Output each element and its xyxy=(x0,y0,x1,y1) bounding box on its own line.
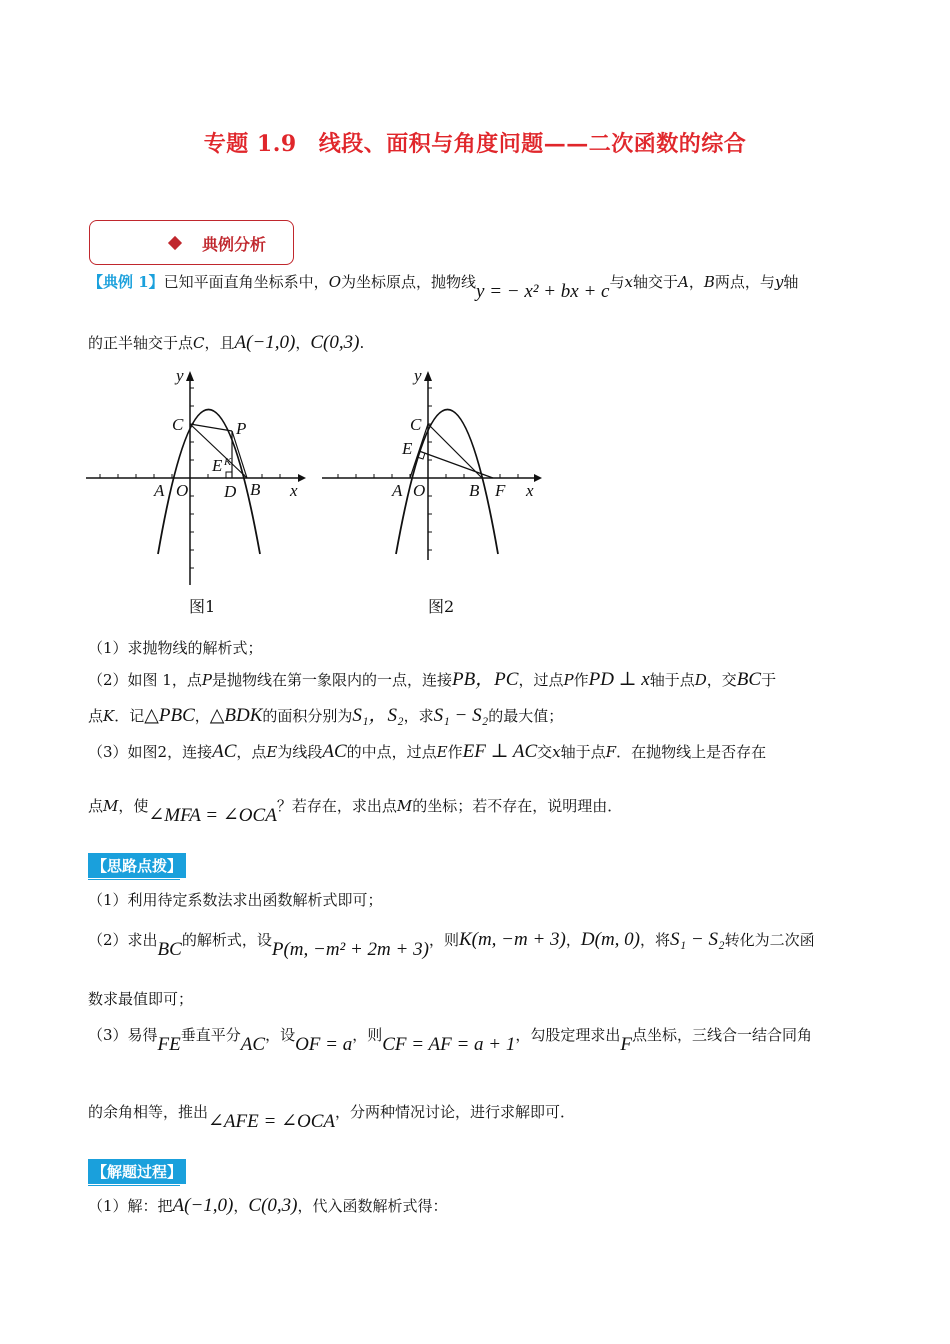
var-D: D xyxy=(694,671,707,689)
text: 点 xyxy=(88,797,104,815)
text: . xyxy=(359,334,365,352)
diamond-icon xyxy=(168,236,182,250)
var-x: x xyxy=(552,743,561,761)
math-F: F xyxy=(620,1034,632,1055)
var-E: E xyxy=(436,743,448,761)
label-B: B xyxy=(469,481,480,500)
math-angle-AFE-OCA: ∠AFE = ∠OCA xyxy=(208,1111,335,1132)
text: ．记 xyxy=(114,707,145,725)
math-AC: AC xyxy=(322,741,347,762)
text: ， xyxy=(565,931,581,949)
math-PD-perp: PD ⊥ x xyxy=(588,669,650,690)
text: （3）如图2，连接 xyxy=(88,743,213,761)
solution-line-1 xyxy=(88,1196,448,1216)
label-A: A xyxy=(154,481,165,500)
hint-line-1: （1）利用待定系数法求出函数解析式即可； xyxy=(88,891,383,909)
problem-line-2 xyxy=(88,333,364,353)
label-C: C xyxy=(410,415,422,434)
label-x: x xyxy=(526,481,534,500)
text: ， xyxy=(295,334,311,352)
text: ，过点 xyxy=(518,671,564,689)
text: 作 xyxy=(573,671,589,689)
x-axis-arrow xyxy=(534,474,542,482)
text: （2）求出 xyxy=(88,931,158,949)
var-A: A xyxy=(677,273,689,291)
hint-line-3b xyxy=(88,1102,576,1132)
point-A: A(−1,0) xyxy=(234,332,296,353)
section-box xyxy=(89,220,294,265)
question-3-line-2 xyxy=(88,796,623,826)
var-F: F xyxy=(605,743,617,761)
figure-2 xyxy=(322,365,547,565)
math-PB-PC: PB，PC xyxy=(451,669,519,690)
math-triangle-BDK: △BDK xyxy=(209,705,263,726)
right-angle-mark xyxy=(226,472,232,478)
text: ，代入函数解析式得： xyxy=(297,1197,448,1215)
text: ， xyxy=(233,1197,249,1215)
var-M: M xyxy=(396,797,413,815)
math-AC: AC xyxy=(240,1034,266,1055)
text: ，设 xyxy=(265,1026,296,1044)
math-point-K: K(m, −m + 3) xyxy=(458,929,566,950)
segment-EF xyxy=(419,451,493,478)
hint-tag: 【思路点拨】 xyxy=(88,853,186,878)
text: 垂直平分 xyxy=(180,1026,241,1044)
question-2-line-1 xyxy=(88,670,776,690)
text: ，勾股定理求出 xyxy=(515,1026,621,1044)
y-axis-arrow xyxy=(186,371,194,381)
text: 转化为二次函 xyxy=(724,931,815,949)
math-point-P: P(m, −m² + 2m + 3) xyxy=(271,939,429,960)
problem-line-1 xyxy=(88,272,799,302)
text: ，则 xyxy=(352,1026,383,1044)
math-point-C: C(0,3) xyxy=(248,1195,298,1216)
solution-tag-underline xyxy=(88,1185,180,1186)
math-BC: BC xyxy=(736,669,762,690)
text: 的坐标；若不存在，说明理由． xyxy=(412,797,623,815)
text: ？若存在，求出点 xyxy=(276,797,397,815)
text: 两点，与 xyxy=(714,273,775,291)
text: 与 xyxy=(609,273,625,291)
text: ，交 xyxy=(706,671,737,689)
var-B: B xyxy=(703,273,715,291)
var-M: M xyxy=(103,797,119,815)
text: ，求 xyxy=(403,707,434,725)
math-BC: BC xyxy=(157,939,182,960)
text: ， xyxy=(194,707,210,725)
hint-line-2 xyxy=(88,929,815,960)
text: （2）如图 1，点 xyxy=(88,671,202,689)
text: 点 xyxy=(88,707,104,725)
var-O: O xyxy=(328,273,341,291)
section-label: 典例分析 xyxy=(202,235,267,254)
var-K: K xyxy=(103,707,115,725)
math-angle-MFA-OCA: ∠MFA = ∠OCA xyxy=(148,805,277,826)
text: 的余角相等，推出 xyxy=(88,1103,209,1121)
title-text: 线段、面积与角度问题——二次函数的综合 xyxy=(318,131,747,157)
label-y: y xyxy=(414,366,422,385)
title-number: 专题 1.9 xyxy=(203,131,297,157)
text: ，使 xyxy=(118,797,149,815)
text: 为坐标原点，抛物线 xyxy=(341,273,477,291)
text: 的面积分别为 xyxy=(262,707,353,725)
math-FE: FE xyxy=(157,1034,181,1055)
x-axis-arrow xyxy=(298,474,306,482)
math-S1-minus-S2: S₁ − S₂ xyxy=(433,705,489,726)
math-OF-a: OF = a xyxy=(295,1034,353,1055)
solution-tag: 【解题过程】 xyxy=(88,1159,186,1184)
var-P: P xyxy=(563,671,574,689)
label-E: E xyxy=(212,456,223,475)
question-3-line-1 xyxy=(88,742,766,762)
text: 轴于点 xyxy=(560,743,606,761)
question-2-line-2 xyxy=(88,706,563,726)
math-AC: AC xyxy=(212,741,237,762)
var-E: E xyxy=(266,743,278,761)
text: 的解析式，设 xyxy=(181,931,272,949)
point-C: C(0,3) xyxy=(310,332,360,353)
text: 为线段 xyxy=(277,743,323,761)
label-y: y xyxy=(176,366,184,385)
hint-tag-underline xyxy=(88,879,180,880)
text: ，且 xyxy=(204,334,235,352)
text: 轴 xyxy=(783,273,799,291)
label-x: x xyxy=(290,481,298,500)
parabola-equation: y = − x² + bx + c xyxy=(476,281,610,302)
math-CF-AF: CF = AF = a + 1 xyxy=(382,1034,516,1055)
figure-2-caption: 图2 xyxy=(428,597,455,616)
page-title xyxy=(0,127,950,158)
label-E: E xyxy=(402,439,413,458)
math-S1-minus-S2: S₁ − S₂ xyxy=(670,929,725,950)
text: 已知平面直角坐标系中， xyxy=(163,273,329,291)
y-axis-arrow xyxy=(424,371,432,381)
text: 是抛物线在第一象限内的一点，连接 xyxy=(211,671,452,689)
var-C: C xyxy=(193,334,205,352)
math-triangle-PBC: △PBC xyxy=(144,705,195,726)
text: 点坐标，三线合一结合同角 xyxy=(632,1026,813,1044)
example-tag: 【典例 1】 xyxy=(88,273,164,291)
label-A: A xyxy=(392,481,403,500)
text: 的中点，过点 xyxy=(346,743,437,761)
text: ，则 xyxy=(428,931,459,949)
var-y: y xyxy=(774,273,784,291)
text: 轴交于 xyxy=(632,273,678,291)
hint-line-3 xyxy=(88,1025,813,1055)
question-1: （1）求抛物线的解析式； xyxy=(88,639,263,657)
label-O: O xyxy=(176,481,189,500)
text: 的正半轴交于点 xyxy=(88,334,194,352)
text: 的最大值； xyxy=(488,707,564,725)
text: （3）易得 xyxy=(88,1026,158,1044)
math-point-A: A(−1,0) xyxy=(172,1195,234,1216)
text: 轴于点 xyxy=(649,671,695,689)
text: ，点 xyxy=(236,743,267,761)
label-F: F xyxy=(495,481,506,500)
text: ．在抛物线上是否存在 xyxy=(616,743,767,761)
text: （1）解：把 xyxy=(88,1197,173,1215)
text: ， xyxy=(688,273,704,291)
text: ，分两种情况讨论，进行求解即可． xyxy=(335,1103,576,1121)
figure-1-caption: 图1 xyxy=(189,597,216,616)
var-P: P xyxy=(201,671,212,689)
label-K: K xyxy=(224,456,232,468)
text: 交 xyxy=(537,743,553,761)
label-D: D xyxy=(224,482,237,501)
hint-line-2b: 数求最值即可； xyxy=(88,990,194,1008)
math-point-D: D(m, 0) xyxy=(580,929,640,950)
math-S1-S2: S₁，S₂ xyxy=(352,705,404,726)
label-O: O xyxy=(413,481,426,500)
label-P: P xyxy=(236,419,247,438)
text: 作 xyxy=(447,743,463,761)
text: 于 xyxy=(761,671,777,689)
var-x: x xyxy=(624,273,633,291)
text: ，将 xyxy=(640,931,671,949)
figure-1 xyxy=(86,365,306,590)
label-B: B xyxy=(250,480,261,499)
label-C: C xyxy=(172,415,184,434)
math-EF-perp-AC: EF ⊥ AC xyxy=(462,741,538,762)
